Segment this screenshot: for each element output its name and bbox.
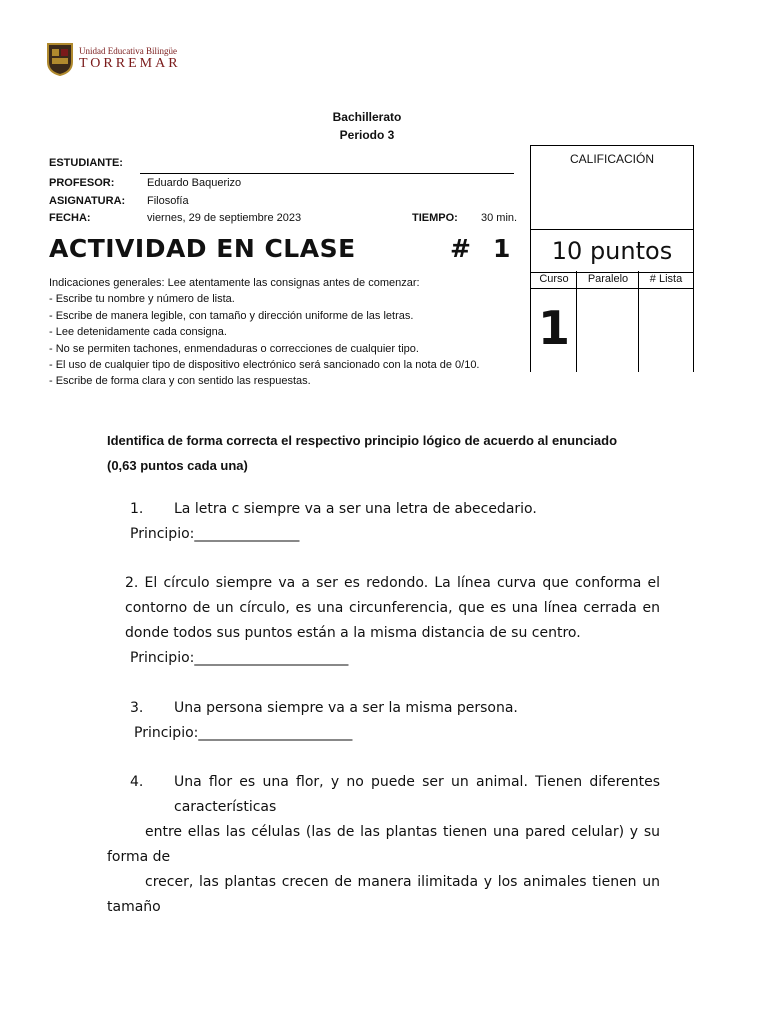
points-box: 10 puntos — [530, 229, 694, 273]
instruction-line: - El uso de cualquier tipo de dispositivo electrónico será sancionado con la nota de 0/10. — [49, 359, 480, 372]
instruction-line: - Escribe de manera legible, con tamaño y dirección uniforme de las letras. — [49, 309, 414, 322]
course-grid — [530, 271, 693, 372]
school-logo — [46, 42, 181, 76]
subject-value: Filosofía — [147, 195, 189, 207]
list-number-column[interactable] — [638, 271, 694, 372]
logo-school-type: Unidad Educativa Bilingüe — [79, 46, 177, 56]
teacher-label: PROFESOR: — [49, 177, 115, 189]
q2-text-line3: donde todos sus puntos están a la misma distancia de su centro. — [125, 625, 581, 641]
q2-text-line1: 2. El círculo siempre va a ser es redondo. La línea curva que conforma el — [125, 575, 660, 591]
q1-text: La letra c siempre va a ser una letra de abecedario. — [174, 501, 537, 517]
instruction-line: - Escribe tu nombre y número de lista. — [49, 293, 235, 306]
questions-heading — [107, 428, 667, 478]
activity-number: 1 — [493, 234, 511, 263]
course-value: 1 — [537, 301, 570, 355]
course-header: Curso — [531, 271, 577, 289]
questions-heading-line1: Identifica de forma correcta el respectivo principio lógico de acuerdo al enunciado — [107, 433, 618, 448]
instructions-block — [49, 275, 480, 390]
q3-number: 3. — [130, 700, 144, 716]
instruction-line: - Escribe de forma clara y con sentido las respuestas. — [49, 375, 311, 388]
q4-text-line5: crecer, las plantas crecen de manera ilimitada y los animales tienen un — [145, 874, 660, 890]
questions-heading-line2: (0,63 puntos cada una) — [107, 458, 248, 473]
teacher-value: Eduardo Baquerizo — [147, 177, 242, 189]
q2-text-line2: contorno de un círculo, es una circunferencia, que es una línea cerrada en — [125, 600, 660, 616]
grade-title: CALIFICACIÓN — [569, 152, 654, 166]
q4-text-line4: forma de — [107, 849, 171, 865]
grade-box — [530, 145, 694, 230]
q4-text-line2: características — [174, 799, 277, 815]
q3-text: Una persona siempre va a ser la misma persona. — [174, 700, 518, 716]
time-label: TIEMPO: — [412, 212, 458, 224]
course-column — [530, 271, 577, 372]
activity-title: ACTIVIDAD EN CLASE — [49, 234, 356, 263]
school-crest-icon — [46, 42, 74, 76]
time-value: 30 min. — [481, 212, 518, 224]
q4-text-line3: entre ellas las células (las de las plantas tienen una pared celular) y su — [145, 824, 660, 840]
level-heading: Bachillerato — [332, 110, 402, 124]
instruction-line: - Lee detenidamente cada consigna. — [49, 326, 227, 339]
q3-answer-line[interactable]: Principio:______________________ — [134, 725, 353, 741]
parallel-header: Paralelo — [577, 271, 639, 289]
q4-number: 4. — [130, 774, 144, 790]
date-label: FECHA: — [49, 212, 91, 224]
instruction-line: Indicaciones generales: Lee atentamente las consignas antes de comenzar: — [49, 277, 420, 289]
q2-answer-line[interactable]: Principio:______________________ — [130, 650, 349, 666]
subject-label: ASIGNATURA: — [49, 195, 126, 207]
parallel-column[interactable] — [576, 271, 639, 372]
activity-hash: # — [450, 234, 471, 263]
q1-answer-line[interactable]: Principio:_______________ — [130, 526, 300, 542]
q4-text-line6: tamaño — [107, 899, 161, 915]
student-label: ESTUDIANTE: — [49, 157, 123, 169]
logo-school-name: TORREMAR — [79, 56, 181, 71]
instruction-line: - No se permiten tachones, enmendaduras o correcciones de cualquier tipo. — [49, 342, 419, 355]
period-heading: Periodo 3 — [339, 128, 395, 142]
q4-text-line1: Una flor es una flor, y no puede ser un animal. Tienen diferentes — [174, 774, 660, 790]
date-value: viernes, 29 de septiembre 2023 — [147, 212, 302, 224]
q1-number: 1. — [130, 501, 144, 517]
student-name-line[interactable] — [140, 173, 514, 174]
list-number-header: # Lista — [639, 271, 693, 289]
